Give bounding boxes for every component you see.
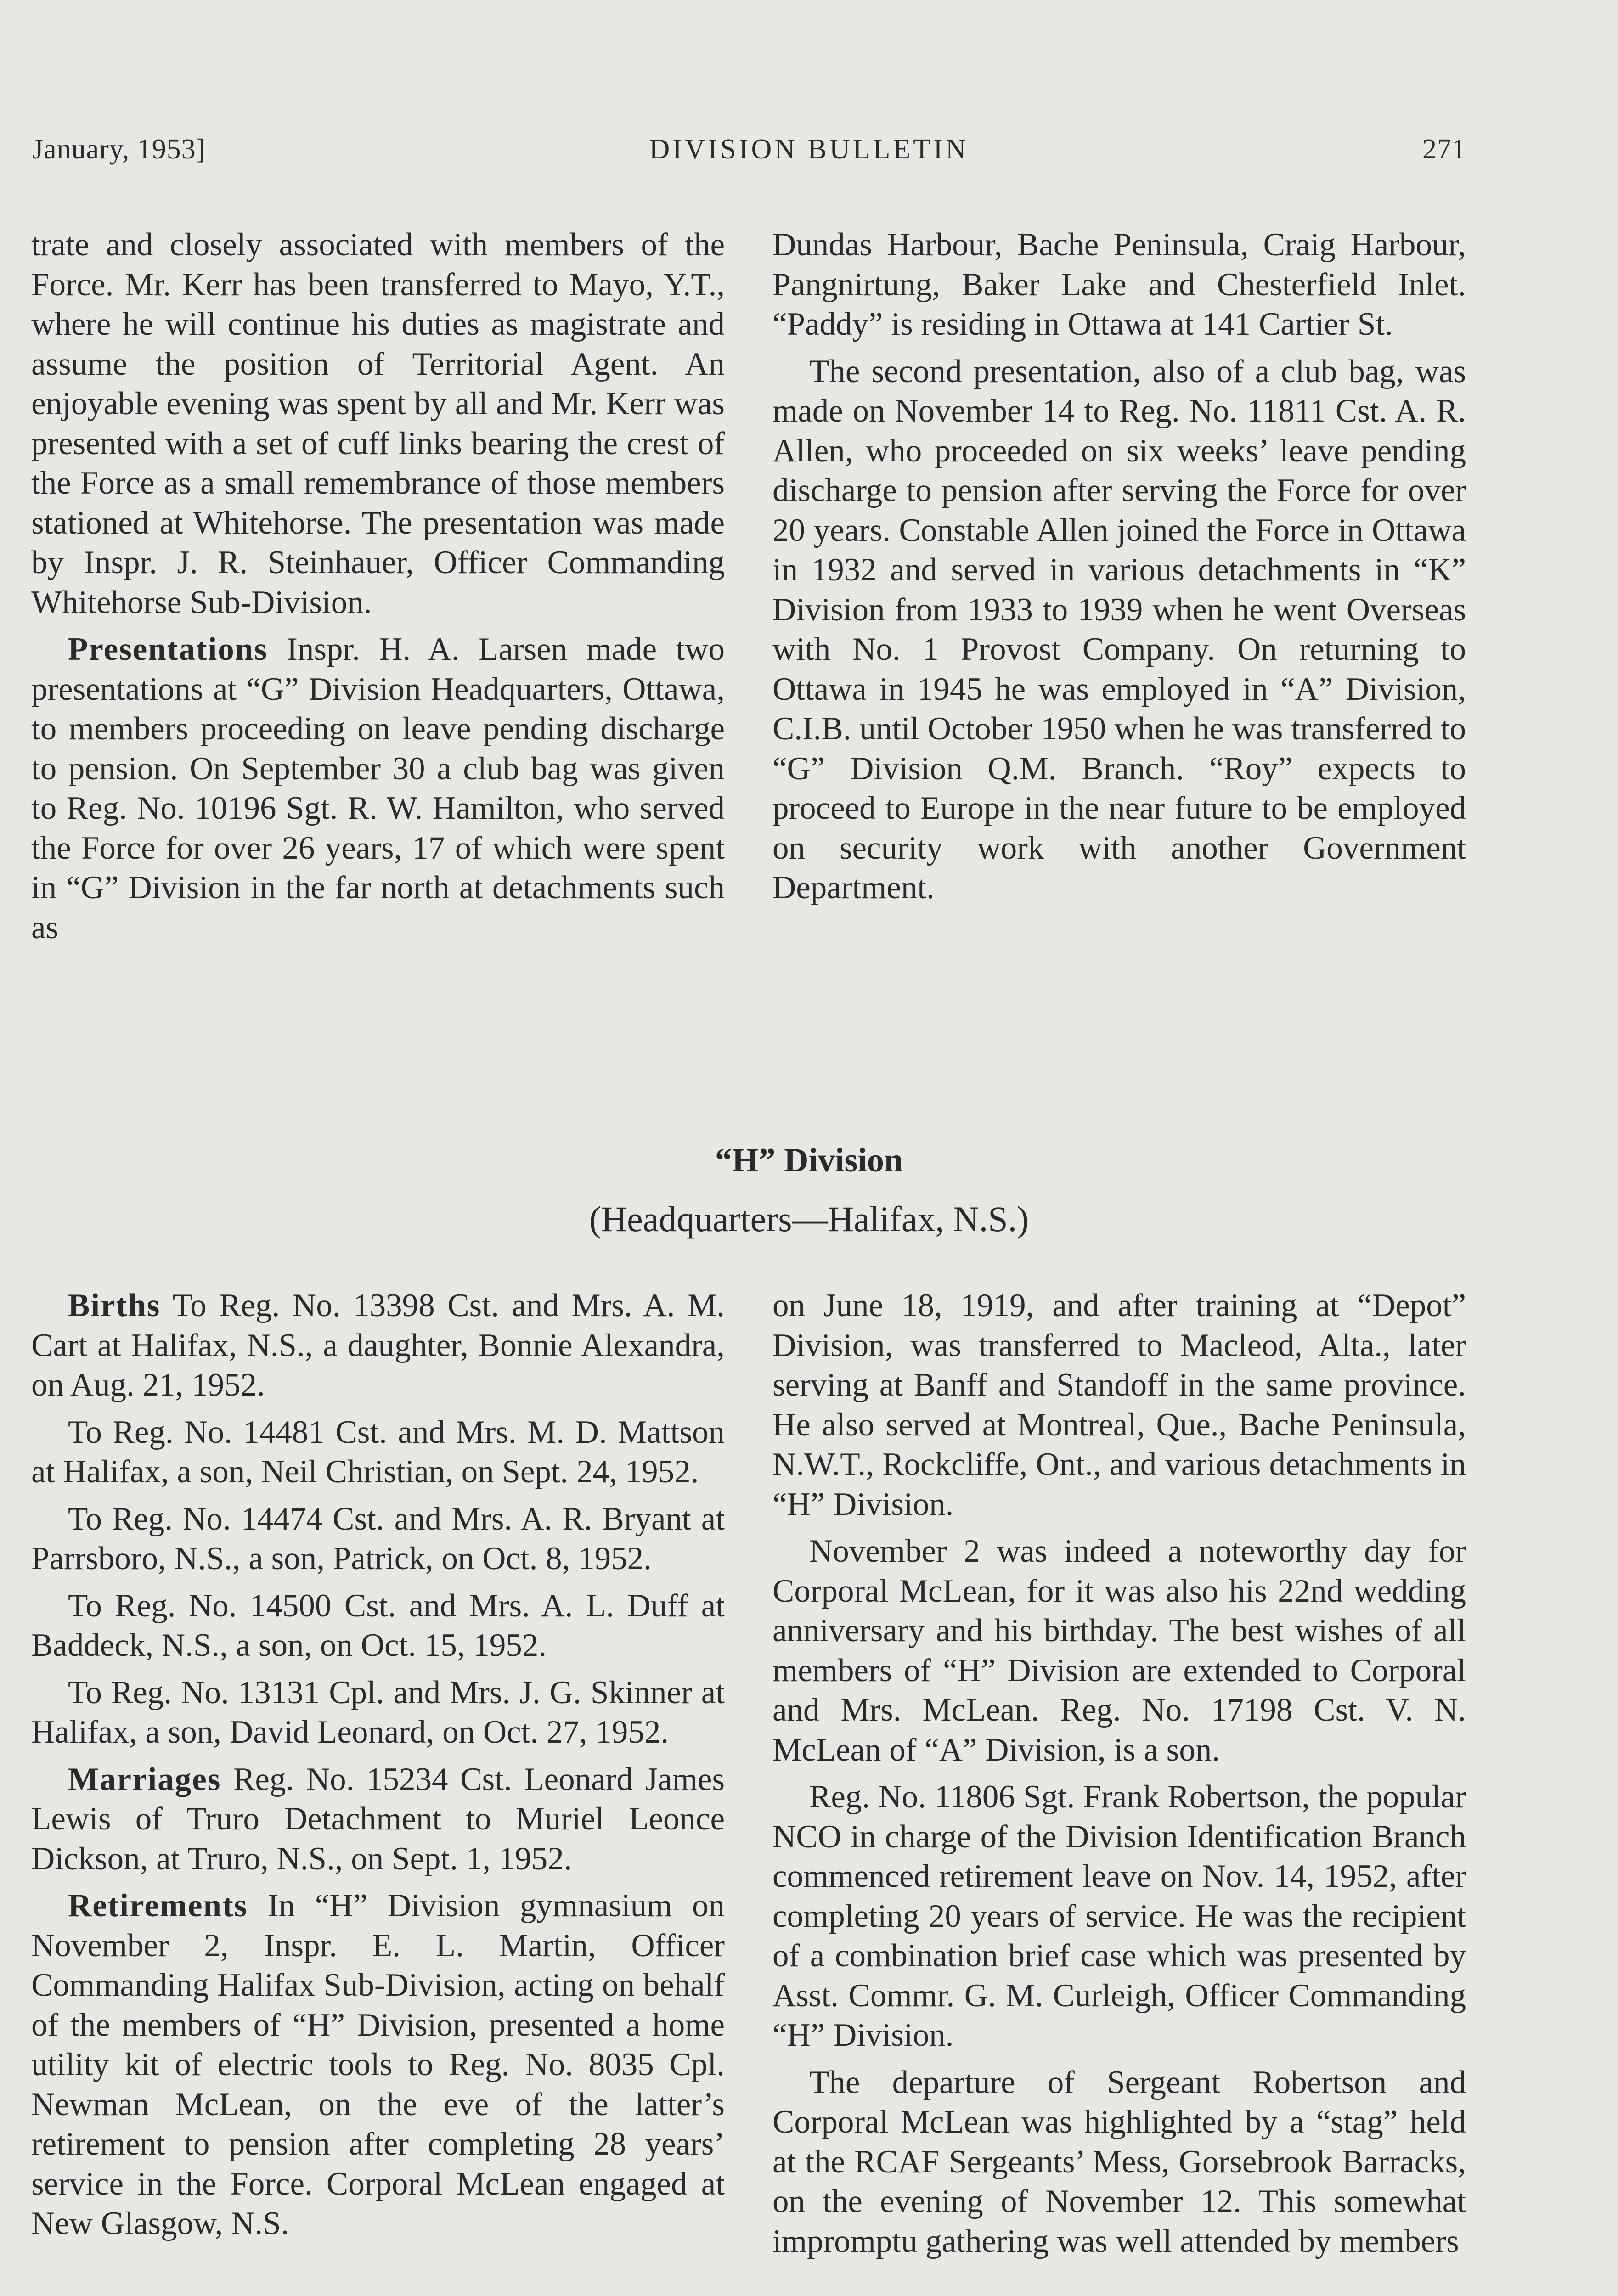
paragraph: To Reg. No. 14474 Cst. and Mrs. A. R. Bryant at Parrsboro, N.S., a son, Patrick, on Oct. 8, 1952. [31,1501,725,1576]
paragraph: trate and closely associated with members of the Force. Mr. Kerr has been transferred to Mayo, Y.T., where he will continue his duties as magistrate and assume the position of Territorial Agent. An enjoyable evening was spent by all and Mr. Kerr was presented with a set of cuff links bearing the crest of the Force as a small remembrance of those members stationed at Whitehorse. The presentation was made by Inspr. J. R. Steinhauer, Officer Commanding Whitehorse Sub-Division. [31,227,725,620]
paragraph: on June 18, 1919, and after training at “Depot” Division, was transferred to Macleod, Alta., later serving at Banff and Standoff in the same province. He also served at Montreal, Que., Bache Peninsula, N.W.T., Rockcliffe, Ont., and various detachments in “H” Division. [772,1288,1466,1522]
paragraph-text: Inspr. H. A. Larsen made two presentations at “G” Division Headquarters, Ottawa, to members proceeding on leave pending discharge to pension. On September 30 a club bag was given to Reg. No. 10196 Sgt. R. W. Hamilton, who served the Force for over 26 years, 17 of which were spent in “G” Division in the far north at detachments such as [31,631,725,945]
paragraph [31,1760,725,1879]
paragraph: The second presentation, also of a club bag, was made on November 14 to Reg. No. 11811 Cst. A. R. Allen, who proceeded on six weeks’ leave pending discharge to pension after serving the Force for over 20 years. Constable Allen joined the Force in Ottawa in 1932 and served in various detachments in “K” Division from 1933 to 1939 when he went Overseas with No. 1 Provost Company. On returning to Ottawa in 1945 he was employed in “A” Division, C.I.B. until October 1950 when he was transferred to “G” Division Q.M. Branch. “Roy” expects to proceed to Europe in the near future to be employed on security work with another Government Department. [772,353,1466,906]
running-head-date: January, 1953] [32,134,206,165]
run-in-heading-marriages: Marriages [68,1761,221,1797]
page-number: 271 [1422,134,1466,165]
run-in-heading-births: Births [68,1288,161,1323]
paragraph-text: To Reg. No. 13398 Cst. and Mrs. A. M. Cart at Halifax, N.S., a daughter, Bonnie Alexandra, on Aug. 21, 1952. [31,1288,725,1403]
paragraph [31,1286,725,1405]
paragraph-text: In “H” Division gymnasium on November 2, Inspr. E. L. Martin, Officer Commanding Halifax Sub-Division, acting on behalf of the members of “H” Division, presented a home utility kit of electric tools to Reg. No. 8035 Cpl. Newman McLean, on the eve of the latter’s retirement to pension after completing 28 years’ service in the Force. Corporal McLean engaged at New Glasgow, N.S. [31,1888,725,2241]
paragraph [31,1886,725,2244]
section-title: “H” Division [715,1142,903,1179]
run-in-heading-retirements: Retirements [68,1888,248,1924]
paragraph-text: Reg. No. 15234 Cst. Leonard James Lewis of Truro Detachment to Muriel Leonce Dickson, at Truro, N.S., on Sept. 1, 1952. [31,1761,725,1877]
paragraph: The departure of Sergeant Robertson and Corporal McLean was highlighted by a “stag” held at the RCAF Sergeants’ Mess, Gorsebrook Barracks, on the evening of November 12. This somewhat impromptu gathering was well attended by members [772,2064,1466,2259]
paragraph: To Reg. No. 13131 Cpl. and Mrs. J. G. Skinner at Halifax, a son, David Leonard, on Oct. 27, 1952. [31,1674,725,1750]
running-head-title: DIVISION BULLETIN [649,134,969,165]
section-subtitle: (Headquarters—Halifax, N.S.) [589,1199,1029,1239]
paragraph: November 2 was indeed a noteworthy day for Corporal McLean, for it was also his 22nd wedding anniversary and his birthday. The best wishes of all members of “H” Division are extended to Corporal and Mrs. McLean. Reg. No. 17198 Cst. V. N. McLean of “A” Division, is a son. [772,1533,1466,1768]
paragraph [31,630,725,947]
paragraph: To Reg. No. 14481 Cst. and Mrs. M. D. Mattson at Halifax, a son, Neil Christian, on Sept. 24, 1952. [31,1414,725,1490]
paragraph: Dundas Harbour, Bache Peninsula, Craig Harbour, Pangnirtung, Baker Lake and Chesterfield Inlet. “Paddy” is residing in Ottawa at 141 Cartier St. [772,227,1466,342]
top-right-column [772,225,1466,908]
paragraph: Reg. No. 11806 Sgt. Frank Robertson, the popular NCO in charge of the Division Identification Branch commenced retirement leave on Nov. 14, 1952, after completing 20 years of service. He was the recipient of a combination brief case which was presented by Asst. Commr. G. M. Curleigh, Officer Commanding “H” Division. [772,1779,1466,2053]
bottom-right-column [772,1286,1466,2261]
bottom-left-column [31,1286,725,2244]
top-left-column [31,225,725,947]
run-in-heading-presentations: Presentations [68,631,268,667]
paragraph: To Reg. No. 14500 Cst. and Mrs. A. L. Duff at Baddeck, N.S., a son, on Oct. 15, 1952. [31,1587,725,1663]
